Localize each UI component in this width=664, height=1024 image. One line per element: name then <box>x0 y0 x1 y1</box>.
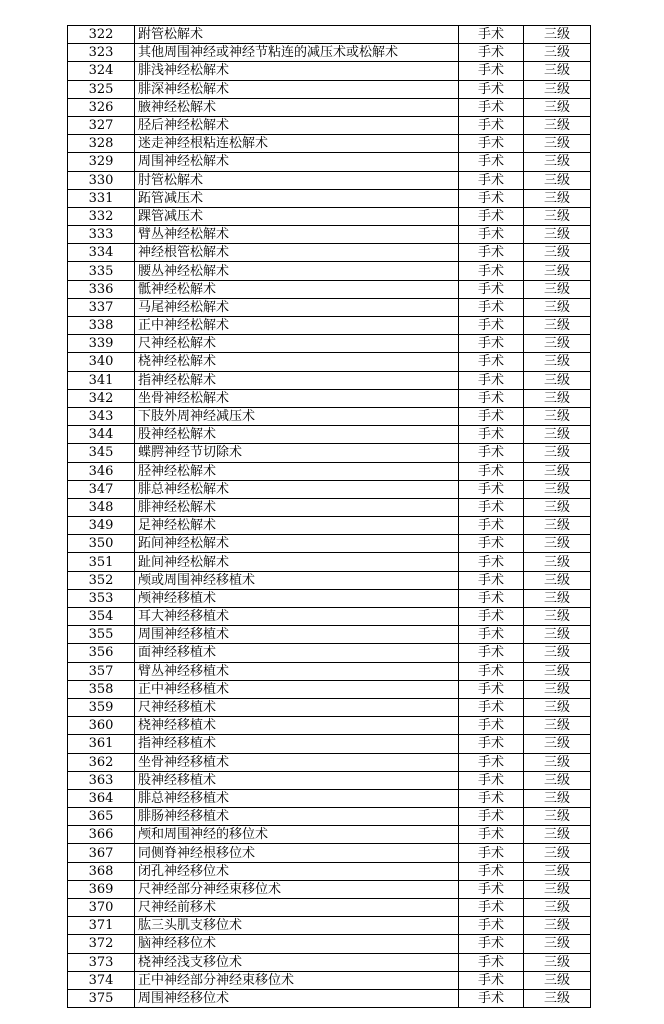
procedure-type-cell: 手术 <box>459 462 524 480</box>
procedure-type-cell: 手术 <box>459 589 524 607</box>
row-number-cell: 333 <box>68 226 135 244</box>
procedure-grade-cell: 三级 <box>524 626 591 644</box>
row-number-cell: 375 <box>68 989 135 1007</box>
procedure-name-cell: 坐骨神经移植术 <box>135 753 459 771</box>
row-number-cell: 331 <box>68 189 135 207</box>
row-number-cell: 342 <box>68 389 135 407</box>
table-row <box>68 116 591 134</box>
row-number-cell: 373 <box>68 953 135 971</box>
table-row <box>68 317 591 335</box>
procedure-grade-cell: 三级 <box>524 371 591 389</box>
procedure-type-cell: 手术 <box>459 189 524 207</box>
table-row <box>68 953 591 971</box>
procedure-grade-cell: 三级 <box>524 44 591 62</box>
procedure-name-cell: 正中神经部分神经束移位术 <box>135 971 459 989</box>
table-row <box>68 553 591 571</box>
procedure-type-cell: 手术 <box>459 844 524 862</box>
procedure-grade-cell: 三级 <box>524 426 591 444</box>
row-number-cell: 348 <box>68 498 135 516</box>
table-row <box>68 917 591 935</box>
procedure-name-cell: 踝管减压术 <box>135 207 459 225</box>
procedure-name-cell: 跖间神经松解术 <box>135 535 459 553</box>
procedure-name-cell: 下肢外周神经减压术 <box>135 407 459 425</box>
procedure-name-cell: 颅或周围神经移植术 <box>135 571 459 589</box>
table-row <box>68 426 591 444</box>
table-row <box>68 717 591 735</box>
procedure-grade-cell: 三级 <box>524 207 591 225</box>
procedure-grade-cell: 三级 <box>524 771 591 789</box>
table-row <box>68 62 591 80</box>
row-number-cell: 332 <box>68 207 135 225</box>
procedure-type-cell: 手术 <box>459 535 524 553</box>
procedure-name-cell: 马尾神经松解术 <box>135 298 459 316</box>
procedure-type-cell: 手术 <box>459 608 524 626</box>
table-row <box>68 826 591 844</box>
procedure-type-cell: 手术 <box>459 735 524 753</box>
procedure-name-cell: 臂丛神经移植术 <box>135 662 459 680</box>
row-number-cell: 340 <box>68 353 135 371</box>
row-number-cell: 366 <box>68 826 135 844</box>
table-row <box>68 535 591 553</box>
procedure-name-cell: 胫神经松解术 <box>135 462 459 480</box>
procedure-grade-cell: 三级 <box>524 189 591 207</box>
row-number-cell: 341 <box>68 371 135 389</box>
procedure-name-cell: 面神经移植术 <box>135 644 459 662</box>
table-row <box>68 353 591 371</box>
procedure-name-cell: 坐骨神经松解术 <box>135 389 459 407</box>
table-row <box>68 207 591 225</box>
procedure-type-cell: 手术 <box>459 517 524 535</box>
procedure-type-cell: 手术 <box>459 26 524 44</box>
procedure-type-cell: 手术 <box>459 44 524 62</box>
row-number-cell: 329 <box>68 153 135 171</box>
procedure-name-cell: 腓神经松解术 <box>135 498 459 516</box>
table-row <box>68 407 591 425</box>
procedure-type-cell: 手术 <box>459 808 524 826</box>
procedure-grade-cell: 三级 <box>524 953 591 971</box>
procedure-grade-cell: 三级 <box>524 571 591 589</box>
procedure-name-cell: 骶神经松解术 <box>135 280 459 298</box>
procedure-grade-cell: 三级 <box>524 844 591 862</box>
table-row <box>68 153 591 171</box>
procedure-type-cell: 手术 <box>459 244 524 262</box>
procedure-table <box>67 25 591 1008</box>
procedure-grade-cell: 三级 <box>524 298 591 316</box>
table-row <box>68 517 591 535</box>
procedure-grade-cell: 三级 <box>524 262 591 280</box>
table-row <box>68 880 591 898</box>
procedure-name-cell: 桡神经浅支移位术 <box>135 953 459 971</box>
row-number-cell: 337 <box>68 298 135 316</box>
table-row <box>68 698 591 716</box>
procedure-grade-cell: 三级 <box>524 808 591 826</box>
table-row <box>68 608 591 626</box>
procedure-name-cell: 迷走神经根粘连松解术 <box>135 135 459 153</box>
procedure-type-cell: 手术 <box>459 153 524 171</box>
table-row <box>68 662 591 680</box>
table-row <box>68 989 591 1007</box>
procedure-grade-cell: 三级 <box>524 899 591 917</box>
table-row <box>68 935 591 953</box>
procedure-grade-cell: 三级 <box>524 862 591 880</box>
row-number-cell: 374 <box>68 971 135 989</box>
procedure-grade-cell: 三级 <box>524 608 591 626</box>
procedure-table-body <box>68 26 591 1008</box>
table-row <box>68 444 591 462</box>
row-number-cell: 328 <box>68 135 135 153</box>
procedure-name-cell: 腋神经松解术 <box>135 98 459 116</box>
procedure-name-cell: 腰丛神经松解术 <box>135 262 459 280</box>
procedure-type-cell: 手术 <box>459 135 524 153</box>
row-number-cell: 352 <box>68 571 135 589</box>
procedure-name-cell: 颅神经移植术 <box>135 589 459 607</box>
row-number-cell: 371 <box>68 917 135 935</box>
procedure-type-cell: 手术 <box>459 335 524 353</box>
row-number-cell: 359 <box>68 698 135 716</box>
procedure-type-cell: 手术 <box>459 480 524 498</box>
procedure-type-cell: 手术 <box>459 862 524 880</box>
procedure-grade-cell: 三级 <box>524 244 591 262</box>
row-number-cell: 338 <box>68 317 135 335</box>
procedure-grade-cell: 三级 <box>524 280 591 298</box>
procedure-name-cell: 尺神经前移术 <box>135 899 459 917</box>
procedure-name-cell: 闭孔神经移位术 <box>135 862 459 880</box>
procedure-name-cell: 足神经松解术 <box>135 517 459 535</box>
table-row <box>68 844 591 862</box>
procedure-type-cell: 手术 <box>459 989 524 1007</box>
procedure-grade-cell: 三级 <box>524 462 591 480</box>
row-number-cell: 323 <box>68 44 135 62</box>
procedure-type-cell: 手术 <box>459 298 524 316</box>
table-row <box>68 262 591 280</box>
procedure-type-cell: 手术 <box>459 226 524 244</box>
procedure-type-cell: 手术 <box>459 80 524 98</box>
procedure-grade-cell: 三级 <box>524 62 591 80</box>
procedure-grade-cell: 三级 <box>524 517 591 535</box>
procedure-grade-cell: 三级 <box>524 498 591 516</box>
procedure-name-cell: 脑神经移位术 <box>135 935 459 953</box>
procedure-type-cell: 手术 <box>459 207 524 225</box>
procedure-type-cell: 手术 <box>459 717 524 735</box>
procedure-type-cell: 手术 <box>459 899 524 917</box>
procedure-type-cell: 手术 <box>459 571 524 589</box>
table-row <box>68 753 591 771</box>
table-row <box>68 371 591 389</box>
procedure-type-cell: 手术 <box>459 389 524 407</box>
procedure-type-cell: 手术 <box>459 771 524 789</box>
row-number-cell: 367 <box>68 844 135 862</box>
table-row <box>68 26 591 44</box>
procedure-name-cell: 腓总神经松解术 <box>135 480 459 498</box>
table-row <box>68 971 591 989</box>
row-number-cell: 370 <box>68 899 135 917</box>
row-number-cell: 360 <box>68 717 135 735</box>
table-row <box>68 498 591 516</box>
row-number-cell: 335 <box>68 262 135 280</box>
procedure-type-cell: 手术 <box>459 680 524 698</box>
row-number-cell: 330 <box>68 171 135 189</box>
row-number-cell: 326 <box>68 98 135 116</box>
procedure-type-cell: 手术 <box>459 353 524 371</box>
row-number-cell: 347 <box>68 480 135 498</box>
procedure-grade-cell: 三级 <box>524 680 591 698</box>
procedure-name-cell: 耳大神经移植术 <box>135 608 459 626</box>
row-number-cell: 361 <box>68 735 135 753</box>
table-row <box>68 589 591 607</box>
row-number-cell: 362 <box>68 753 135 771</box>
procedure-grade-cell: 三级 <box>524 153 591 171</box>
procedure-type-cell: 手术 <box>459 171 524 189</box>
row-number-cell: 356 <box>68 644 135 662</box>
procedure-type-cell: 手术 <box>459 317 524 335</box>
procedure-name-cell: 正中神经移植术 <box>135 680 459 698</box>
procedure-name-cell: 同侧脊神经根移位术 <box>135 844 459 862</box>
table-row <box>68 644 591 662</box>
table-row <box>68 789 591 807</box>
table-row <box>68 899 591 917</box>
procedure-type-cell: 手术 <box>459 426 524 444</box>
table-row <box>68 298 591 316</box>
procedure-type-cell: 手术 <box>459 262 524 280</box>
procedure-grade-cell: 三级 <box>524 98 591 116</box>
procedure-name-cell: 周围神经移植术 <box>135 626 459 644</box>
procedure-name-cell: 股神经移植术 <box>135 771 459 789</box>
table-row <box>68 735 591 753</box>
procedure-grade-cell: 三级 <box>524 407 591 425</box>
procedure-grade-cell: 三级 <box>524 789 591 807</box>
procedure-grade-cell: 三级 <box>524 880 591 898</box>
procedure-name-cell: 趾间神经松解术 <box>135 553 459 571</box>
row-number-cell: 365 <box>68 808 135 826</box>
procedure-grade-cell: 三级 <box>524 26 591 44</box>
procedure-grade-cell: 三级 <box>524 226 591 244</box>
procedure-type-cell: 手术 <box>459 62 524 80</box>
row-number-cell: 363 <box>68 771 135 789</box>
procedure-type-cell: 手术 <box>459 280 524 298</box>
row-number-cell: 343 <box>68 407 135 425</box>
procedure-name-cell: 跖管减压术 <box>135 189 459 207</box>
procedure-grade-cell: 三级 <box>524 535 591 553</box>
procedure-grade-cell: 三级 <box>524 753 591 771</box>
procedure-type-cell: 手术 <box>459 498 524 516</box>
table-row <box>68 808 591 826</box>
procedure-grade-cell: 三级 <box>524 717 591 735</box>
row-number-cell: 353 <box>68 589 135 607</box>
row-number-cell: 372 <box>68 935 135 953</box>
row-number-cell: 322 <box>68 26 135 44</box>
procedure-type-cell: 手术 <box>459 880 524 898</box>
row-number-cell: 334 <box>68 244 135 262</box>
procedure-name-cell: 跗管松解术 <box>135 26 459 44</box>
procedure-name-cell: 肱三头肌支移位术 <box>135 917 459 935</box>
procedure-type-cell: 手术 <box>459 626 524 644</box>
procedure-grade-cell: 三级 <box>524 116 591 134</box>
procedure-grade-cell: 三级 <box>524 335 591 353</box>
row-number-cell: 325 <box>68 80 135 98</box>
table-row <box>68 462 591 480</box>
procedure-grade-cell: 三级 <box>524 135 591 153</box>
procedure-type-cell: 手术 <box>459 698 524 716</box>
procedure-grade-cell: 三级 <box>524 553 591 571</box>
procedure-type-cell: 手术 <box>459 753 524 771</box>
procedure-type-cell: 手术 <box>459 917 524 935</box>
table-row <box>68 189 591 207</box>
procedure-name-cell: 桡神经移植术 <box>135 717 459 735</box>
procedure-name-cell: 其他周围神经或神经节粘连的减压术或松解术 <box>135 44 459 62</box>
procedure-name-cell: 胫后神经松解术 <box>135 116 459 134</box>
table-row <box>68 226 591 244</box>
table-row <box>68 244 591 262</box>
procedure-type-cell: 手术 <box>459 953 524 971</box>
procedure-name-cell: 腓浅神经松解术 <box>135 62 459 80</box>
procedure-type-cell: 手术 <box>459 407 524 425</box>
row-number-cell: 351 <box>68 553 135 571</box>
procedure-grade-cell: 三级 <box>524 80 591 98</box>
procedure-name-cell: 颅和周围神经的移位术 <box>135 826 459 844</box>
procedure-name-cell: 尺神经部分神经束移位术 <box>135 880 459 898</box>
procedure-grade-cell: 三级 <box>524 353 591 371</box>
procedure-type-cell: 手术 <box>459 371 524 389</box>
procedure-name-cell: 臂丛神经松解术 <box>135 226 459 244</box>
procedure-name-cell: 尺神经移植术 <box>135 698 459 716</box>
procedure-type-cell: 手术 <box>459 553 524 571</box>
procedure-grade-cell: 三级 <box>524 735 591 753</box>
row-number-cell: 324 <box>68 62 135 80</box>
procedure-name-cell: 蝶腭神经节切除术 <box>135 444 459 462</box>
procedure-name-cell: 腓总神经移植术 <box>135 789 459 807</box>
table-row <box>68 98 591 116</box>
procedure-name-cell: 桡神经松解术 <box>135 353 459 371</box>
procedure-grade-cell: 三级 <box>524 589 591 607</box>
procedure-grade-cell: 三级 <box>524 317 591 335</box>
row-number-cell: 349 <box>68 517 135 535</box>
procedure-name-cell: 周围神经松解术 <box>135 153 459 171</box>
procedure-grade-cell: 三级 <box>524 480 591 498</box>
table-row <box>68 44 591 62</box>
procedure-name-cell: 指神经移植术 <box>135 735 459 753</box>
table-row <box>68 171 591 189</box>
procedure-grade-cell: 三级 <box>524 444 591 462</box>
row-number-cell: 336 <box>68 280 135 298</box>
row-number-cell: 364 <box>68 789 135 807</box>
procedure-grade-cell: 三级 <box>524 935 591 953</box>
table-row <box>68 280 591 298</box>
table-row <box>68 771 591 789</box>
row-number-cell: 345 <box>68 444 135 462</box>
row-number-cell: 355 <box>68 626 135 644</box>
table-row <box>68 480 591 498</box>
procedure-name-cell: 尺神经松解术 <box>135 335 459 353</box>
procedure-name-cell: 指神经松解术 <box>135 371 459 389</box>
procedure-type-cell: 手术 <box>459 444 524 462</box>
row-number-cell: 344 <box>68 426 135 444</box>
procedure-type-cell: 手术 <box>459 971 524 989</box>
table-row <box>68 680 591 698</box>
table-row <box>68 389 591 407</box>
procedure-grade-cell: 三级 <box>524 644 591 662</box>
procedure-type-cell: 手术 <box>459 935 524 953</box>
procedure-type-cell: 手术 <box>459 116 524 134</box>
procedure-name-cell: 股神经松解术 <box>135 426 459 444</box>
procedure-grade-cell: 三级 <box>524 971 591 989</box>
table-row <box>68 135 591 153</box>
procedure-grade-cell: 三级 <box>524 989 591 1007</box>
table-row <box>68 626 591 644</box>
procedure-type-cell: 手术 <box>459 98 524 116</box>
procedure-name-cell: 周围神经移位术 <box>135 989 459 1007</box>
procedure-grade-cell: 三级 <box>524 662 591 680</box>
procedure-type-cell: 手术 <box>459 826 524 844</box>
table-row <box>68 571 591 589</box>
row-number-cell: 327 <box>68 116 135 134</box>
table-row <box>68 80 591 98</box>
procedure-grade-cell: 三级 <box>524 826 591 844</box>
row-number-cell: 354 <box>68 608 135 626</box>
table-row <box>68 862 591 880</box>
row-number-cell: 368 <box>68 862 135 880</box>
row-number-cell: 339 <box>68 335 135 353</box>
procedure-name-cell: 腓肠神经移植术 <box>135 808 459 826</box>
row-number-cell: 369 <box>68 880 135 898</box>
procedure-grade-cell: 三级 <box>524 698 591 716</box>
procedure-name-cell: 神经根管松解术 <box>135 244 459 262</box>
procedure-type-cell: 手术 <box>459 644 524 662</box>
procedure-name-cell: 正中神经松解术 <box>135 317 459 335</box>
procedure-type-cell: 手术 <box>459 789 524 807</box>
procedure-grade-cell: 三级 <box>524 389 591 407</box>
row-number-cell: 350 <box>68 535 135 553</box>
table-row <box>68 335 591 353</box>
procedure-name-cell: 肘管松解术 <box>135 171 459 189</box>
procedure-grade-cell: 三级 <box>524 917 591 935</box>
row-number-cell: 346 <box>68 462 135 480</box>
procedure-name-cell: 腓深神经松解术 <box>135 80 459 98</box>
row-number-cell: 358 <box>68 680 135 698</box>
procedure-type-cell: 手术 <box>459 662 524 680</box>
procedure-grade-cell: 三级 <box>524 171 591 189</box>
row-number-cell: 357 <box>68 662 135 680</box>
